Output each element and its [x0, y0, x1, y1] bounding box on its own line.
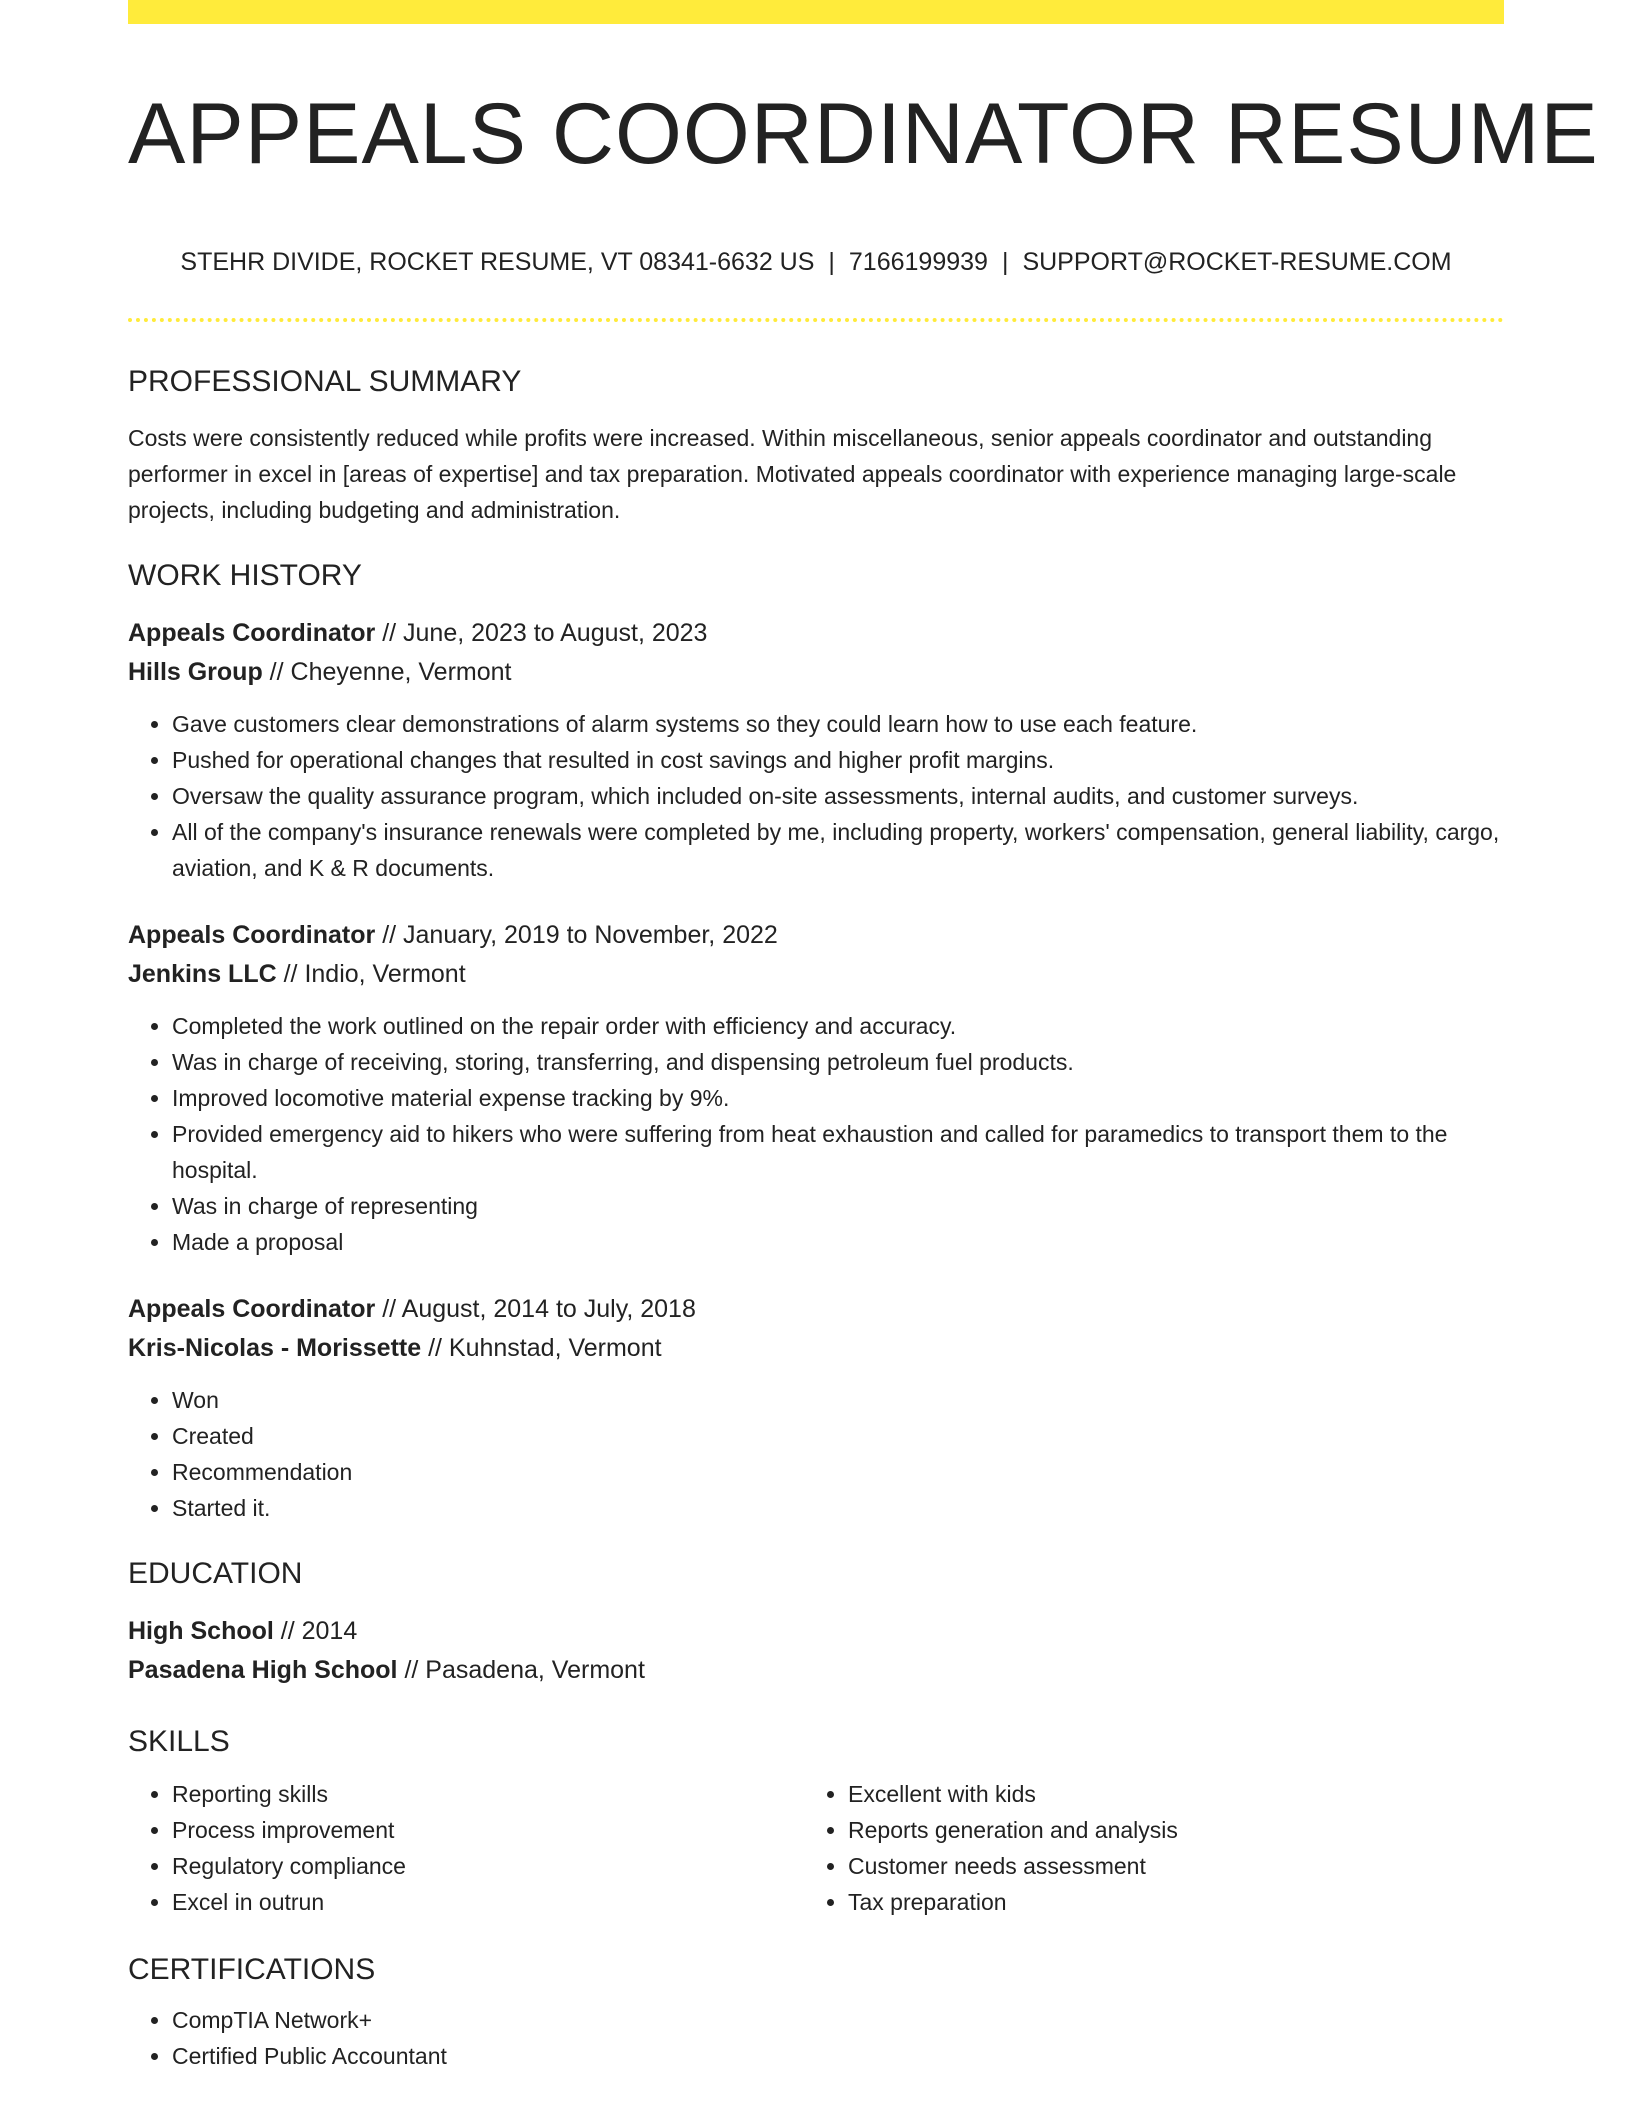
job-bullets: [128, 1008, 1504, 1260]
job-entry: [128, 614, 1504, 886]
list-item: • Pushed for operational changes that resulted in cost savings and higher profit margins.: [172, 742, 1504, 778]
list-item: • Excel in outrun: [172, 1884, 804, 1920]
list-item: • Customer needs assessment: [848, 1848, 1480, 1884]
education-school: Pasadena High School: [128, 1656, 398, 1684]
resume-title: APPEALS COORDINATOR RESUME: [128, 86, 1599, 182]
list-item: • Process improvement: [172, 1812, 804, 1848]
education-location: // Pasadena, Vermont: [397, 1656, 645, 1684]
contact-email: SUPPORT@ROCKET-RESUME.COM: [1022, 248, 1452, 276]
list-item: • Was in charge of representing: [172, 1188, 1504, 1224]
list-item: • All of the company's insurance renewals were completed by me, including property, workers' compensation, general liability, cargo, aviation, and K & R documents.: [172, 814, 1504, 886]
list-item: • Started it.: [172, 1490, 1504, 1526]
list-item: • Reports generation and analysis: [848, 1812, 1480, 1848]
list-item: • Gave customers clear demonstrations of alarm systems so they could learn how to use each feature.: [172, 706, 1504, 742]
education-year: // 2014: [273, 1617, 358, 1645]
resume-page: [128, 0, 1599, 2074]
list-item: • Made a proposal: [172, 1224, 1504, 1260]
list-item: • Oversaw the quality assurance program, which included on-site assessments, internal audits, and customer surveys.: [172, 778, 1504, 814]
summary-heading: PROFESSIONAL SUMMARY: [128, 365, 522, 398]
job-company: Jenkins LLC: [128, 960, 277, 988]
job-company-line: [128, 653, 1504, 692]
contact-address: STEHR DIVIDE, ROCKET RESUME, VT 08341-6632 US: [180, 248, 815, 276]
contact-line: [128, 246, 1504, 278]
job-dates: // June, 2023 to August, 2023: [375, 619, 708, 647]
skills-list-left: [128, 1776, 804, 1920]
job-company: Hills Group: [128, 658, 263, 686]
list-item: • Was in charge of receiving, storing, transferring, and dispensing petroleum fuel products.: [172, 1044, 1504, 1080]
contact-separator: |: [1001, 248, 1009, 276]
job-company-line: [128, 955, 1504, 994]
list-item: • Recommendation: [172, 1454, 1504, 1490]
job-title-line: [128, 1290, 1504, 1329]
job-title-line: [128, 614, 1504, 653]
job-entry: [128, 916, 1504, 1260]
education-degree: High School: [128, 1617, 274, 1645]
job-bullets: [128, 706, 1504, 886]
work-history-heading: WORK HISTORY: [128, 559, 362, 592]
certifications-heading: CERTIFICATIONS: [128, 1953, 376, 1986]
list-item: • Won: [172, 1382, 1504, 1418]
job-location: // Cheyenne, Vermont: [262, 658, 512, 686]
list-item: • Improved locomotive material expense tracking by 9%.: [172, 1080, 1504, 1116]
contact-phone: 7166199939: [848, 248, 988, 276]
list-item: • Provided emergency aid to hikers who were suffering from heat exhaustion and called for paramedics to transport them to the hospital.: [172, 1116, 1504, 1188]
certifications-list: [128, 2002, 1504, 2074]
list-item: • Reporting skills: [172, 1776, 804, 1812]
summary-text: Costs were consistently reduced while profits were increased. Within miscellaneous, senior appeals coordinator and outstanding performer in excel in [areas of expertise] and tax preparation. Motivated appeals coordinator with experience managing large-scale projects, including budgeting and administration.: [128, 425, 1457, 523]
list-item: • Tax preparation: [848, 1884, 1480, 1920]
list-item: • Excellent with kids: [848, 1776, 1480, 1812]
job-location: // Kuhnstad, Vermont: [421, 1334, 662, 1362]
top-accent-bar: [128, 0, 1504, 24]
contact-separator: |: [828, 248, 835, 276]
education-heading: EDUCATION: [128, 1557, 303, 1590]
job-location: // Indio, Vermont: [276, 960, 466, 988]
job-title: Appeals Coordinator: [128, 619, 376, 647]
job-company-line: [128, 1329, 1504, 1368]
skills-heading: SKILLS: [128, 1725, 230, 1758]
education-degree-line: [128, 1612, 1504, 1651]
list-item: • Completed the work outlined on the repair order with efficiency and accuracy.: [172, 1008, 1504, 1044]
job-title: Appeals Coordinator: [128, 1295, 376, 1323]
header-divider: [128, 318, 1504, 322]
job-bullets: [128, 1382, 1504, 1526]
skills-list-right: [804, 1776, 1480, 1920]
skills-columns: [128, 1776, 1504, 1920]
job-dates: // January, 2019 to November, 2022: [375, 921, 778, 949]
list-item: • Regulatory compliance: [172, 1848, 804, 1884]
list-item: • Created: [172, 1418, 1504, 1454]
education-school-line: [128, 1651, 1504, 1690]
list-item: • CompTIA Network+: [172, 2002, 1504, 2038]
job-title: Appeals Coordinator: [128, 921, 376, 949]
job-company: Kris-Nicolas - Morissette: [128, 1334, 422, 1362]
list-item: • Certified Public Accountant: [172, 2038, 1504, 2074]
job-entry: [128, 1290, 1504, 1526]
job-dates: // August, 2014 to July, 2018: [375, 1295, 696, 1323]
job-title-line: [128, 916, 1504, 955]
